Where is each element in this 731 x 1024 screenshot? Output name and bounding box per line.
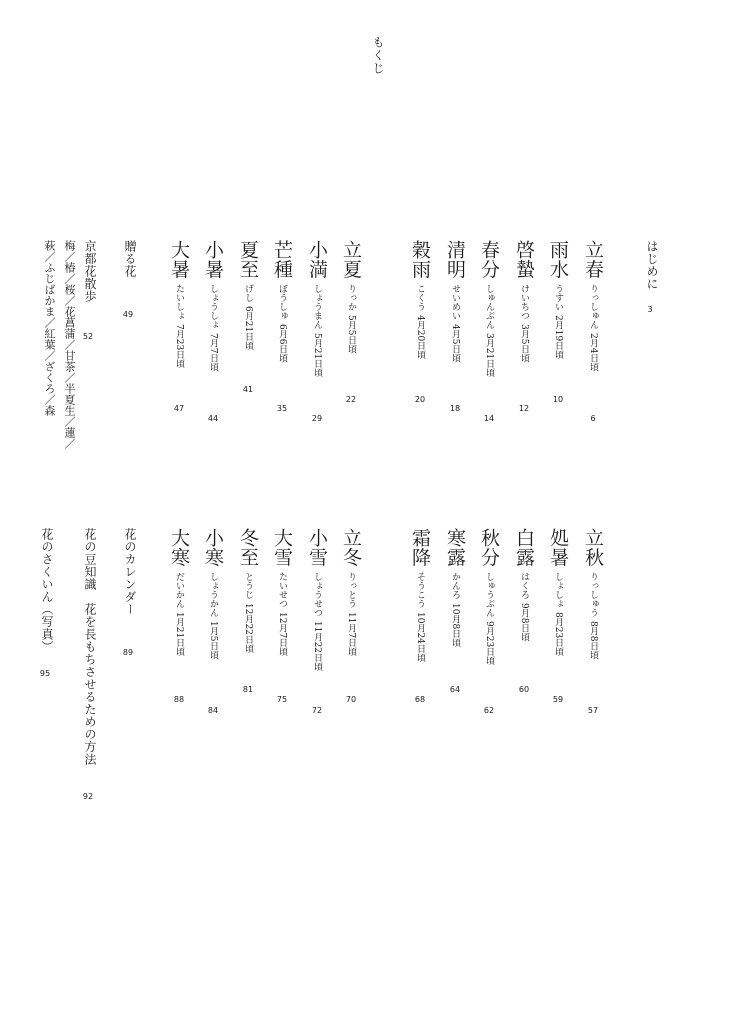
toc-entry-reading: だいかん <box>174 572 184 608</box>
toc-page-number: 89 <box>122 648 134 657</box>
toc-page-number: 75 <box>276 695 288 704</box>
toc-page-number: 62 <box>483 706 495 715</box>
toc-page-number: 44 <box>207 414 219 423</box>
toc-page-number: 92 <box>82 792 94 801</box>
toc-entry-reading: ぼうしゅ <box>277 284 287 320</box>
toc-entry-title: 芒種 <box>271 240 293 279</box>
toc-entry-title: 立冬 <box>340 528 362 567</box>
toc-entry-title: 小満 <box>306 240 328 279</box>
toc-page-number: 81 <box>242 685 254 694</box>
toc-entry-title: 花のさくいん（写真） <box>40 528 54 653</box>
toc-entry[interactable] <box>203 240 222 371</box>
toc-entry-reading: りっか <box>346 284 356 311</box>
toc-entry-title: 穀雨 <box>409 240 431 279</box>
toc-entry-title: はじめに <box>645 240 659 290</box>
toc-entry-reading: とうじ <box>243 572 253 599</box>
toc-page-number: 52 <box>82 332 94 341</box>
toc-page-number: 12 <box>518 404 530 413</box>
toc-entry-date: 5月21日頃 <box>312 333 322 378</box>
toc-entry[interactable] <box>583 240 602 371</box>
toc-page-number: 22 <box>345 395 357 404</box>
toc-page-number: 64 <box>449 685 461 694</box>
toc-entry[interactable] <box>479 528 498 665</box>
toc-entry-date: 4月5日頃 <box>450 324 460 363</box>
toc-entry[interactable] <box>445 240 464 362</box>
toc-page-number: 70 <box>345 695 357 704</box>
toc-entry-reading: こくう <box>415 284 425 311</box>
toc-page-number: 95 <box>39 669 51 678</box>
toc-entry[interactable] <box>410 240 429 359</box>
toc-entry[interactable] <box>82 240 98 303</box>
toc-entry-title: 雨水 <box>547 240 569 279</box>
toc-entry-reading: けいちつ <box>519 284 529 320</box>
toc-page-number: 60 <box>518 685 530 694</box>
toc-entry[interactable] <box>341 528 360 656</box>
toc-entry-title: 春分 <box>478 240 500 279</box>
toc-entry[interactable] <box>272 528 291 656</box>
toc-entry-date: 10月8日頃 <box>450 603 460 648</box>
toc-entry-title: 小雪 <box>306 528 328 567</box>
toc-entry-title: 霜降 <box>409 528 431 567</box>
toc-entry-date: 8月23日頃 <box>553 612 563 657</box>
toc-entry-date: 9月23日頃 <box>484 621 494 666</box>
toc-entry-title: 秋分 <box>478 528 500 567</box>
toc-page-number: 14 <box>483 414 495 423</box>
toc-entry-title: 冬至 <box>237 528 259 567</box>
toc-entry-date: 10月24日頃 <box>415 612 425 662</box>
toc-entry-title: 立夏 <box>340 240 362 279</box>
toc-entry-reading: しょうかん <box>208 572 218 617</box>
toc-page-number: 59 <box>552 695 564 704</box>
toc-entry-date: 8月8日頃 <box>588 621 598 660</box>
walk-items-line-2: 萩／ふじばかま／紅葉／ざくろ／森 <box>43 240 56 416</box>
toc-entry[interactable] <box>410 528 429 662</box>
toc-entry-title: 花のカレンダー <box>123 528 137 616</box>
toc-entry-date: 9月8日頃 <box>519 603 529 642</box>
toc-entry[interactable] <box>272 240 291 362</box>
toc-page-number: 47 <box>173 404 185 413</box>
toc-page-number: 88 <box>173 695 185 704</box>
page-title: もくじ <box>371 36 385 75</box>
toc-page-number: 72 <box>311 706 323 715</box>
walk-items-line-1: 梅／椿／桜／花菖蒲／甘茶／半夏生／蓮／ <box>63 240 76 449</box>
toc-entry-reading: しょうしょ <box>208 284 218 329</box>
toc-entry[interactable] <box>644 240 660 290</box>
toc-entry-title: 大暑 <box>168 240 190 279</box>
toc-entry-title: 立秋 <box>582 528 604 567</box>
toc-entry-reading: しょうまん <box>312 284 322 329</box>
toc-entry[interactable] <box>548 528 567 656</box>
toc-entry-date: 7月23日頃 <box>174 324 184 369</box>
toc-entry[interactable] <box>82 528 98 766</box>
toc-page-number: 57 <box>587 706 599 715</box>
toc-entry-title: 白露 <box>513 528 535 567</box>
toc-entry[interactable] <box>122 240 138 278</box>
toc-entry-title: 大雪 <box>271 528 293 567</box>
toc-page-number: 18 <box>449 404 461 413</box>
toc-entry-title: 立春 <box>582 240 604 279</box>
toc-entry-date: 2月19日頃 <box>553 315 563 360</box>
toc-entry-date: 4月20日頃 <box>415 315 425 360</box>
toc-entry-title: 小暑 <box>202 240 224 279</box>
toc-entry-reading: せいめい <box>450 284 460 320</box>
toc-entry-title: 清明 <box>444 240 466 279</box>
toc-entry[interactable] <box>238 240 257 350</box>
toc-page-number: 3 <box>647 305 653 314</box>
toc-entry-reading: たいしょ <box>174 284 184 320</box>
toc-entry-date: 3月21日頃 <box>484 333 494 378</box>
toc-entry-reading: かんろ <box>450 572 460 599</box>
toc-entry[interactable] <box>169 240 188 368</box>
toc-page-number: 68 <box>414 695 426 704</box>
toc-entry-date: 6月6日頃 <box>277 324 287 363</box>
toc-entry-date: 1月5日頃 <box>208 621 218 660</box>
toc-entry[interactable] <box>514 240 533 362</box>
toc-entry[interactable] <box>122 528 138 616</box>
toc-entry-title: 処暑 <box>547 528 569 567</box>
toc-entry-title: 花の豆知識 花を長もちさせるための方法 <box>83 528 97 766</box>
toc-entry-date: 7月7日頃 <box>208 333 218 372</box>
toc-entry[interactable] <box>238 528 257 653</box>
toc-entry[interactable] <box>479 240 498 377</box>
toc-entry-title: 贈る花 <box>123 240 137 278</box>
toc-entry-title: 夏至 <box>237 240 259 279</box>
toc-entry-date: 2月4日頃 <box>588 333 598 372</box>
toc-entry[interactable] <box>445 528 464 647</box>
toc-entry[interactable] <box>203 528 222 659</box>
toc-entry-reading: りっしゅう <box>588 572 598 617</box>
toc-entry-reading: しょうせつ <box>312 572 322 617</box>
toc-entry-reading: げし <box>243 284 253 302</box>
toc-entry[interactable] <box>39 528 55 653</box>
toc-entry-date: 12月7日頃 <box>277 612 287 657</box>
toc-entry-title: 小寒 <box>202 528 224 567</box>
toc-page-number: 84 <box>207 706 219 715</box>
toc-page-number: 49 <box>122 310 134 319</box>
toc-entry-reading: しょしょ <box>553 572 563 608</box>
toc-entry-date: 12月22日頃 <box>243 603 253 653</box>
toc-entry[interactable] <box>583 528 602 659</box>
toc-entry-title: 寒露 <box>444 528 466 567</box>
toc-page-number: 35 <box>276 404 288 413</box>
toc-entry-reading: たいせつ <box>277 572 287 608</box>
toc-entry-reading: りっとう <box>346 572 356 608</box>
toc-entry-reading: そうこう <box>415 572 425 608</box>
toc-entry-date: 11月22日頃 <box>312 621 322 671</box>
toc-entry-title: 啓蟄 <box>513 240 535 279</box>
toc-entry-reading: りっしゅん <box>588 284 598 329</box>
toc-entry-reading: しゅうぶん <box>484 572 494 617</box>
toc-entry-reading: うすい <box>553 284 563 311</box>
toc-entry-date: 11月7日頃 <box>346 612 356 657</box>
toc-entry-date: 6月21日頃 <box>243 306 253 351</box>
toc-entry[interactable] <box>169 528 188 656</box>
toc-entry-date: 1月21日頃 <box>174 612 184 657</box>
toc-entry[interactable] <box>514 528 533 641</box>
toc-page-number: 29 <box>311 414 323 423</box>
toc-entry[interactable] <box>341 240 360 353</box>
toc-entry-title: 京都花散歩 <box>83 240 97 303</box>
toc-page-number: 20 <box>414 395 426 404</box>
toc-page-number: 10 <box>552 395 564 404</box>
toc-entry[interactable] <box>307 528 326 671</box>
toc-entry-reading: はくろ <box>519 572 529 599</box>
toc-page-number: 6 <box>590 414 596 423</box>
toc-entry-date: 3月5日頃 <box>519 324 529 363</box>
toc-entry[interactable] <box>307 240 326 377</box>
toc-entry-title: 大寒 <box>168 528 190 567</box>
toc-entry-date: 5月5日頃 <box>346 315 356 354</box>
toc-page-number: 41 <box>242 385 254 394</box>
toc-entry[interactable] <box>548 240 567 359</box>
toc-entry-reading: しゅんぶん <box>484 284 494 329</box>
